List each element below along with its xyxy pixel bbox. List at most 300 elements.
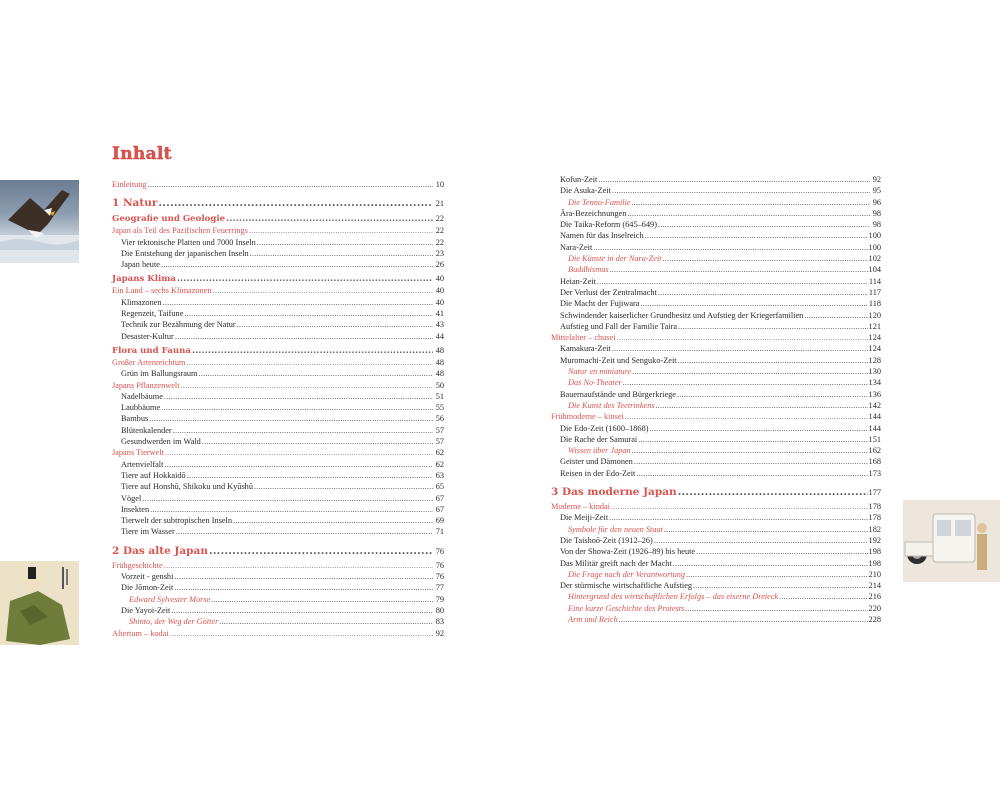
toc-entry-label: Die Tenno-Familie	[568, 197, 631, 207]
toc-entry-sub[interactable]	[112, 493, 444, 504]
toc-leader-dots	[173, 425, 433, 436]
toc-entry-page-number: 198	[868, 547, 881, 557]
toc-leader-dots	[677, 389, 868, 400]
toc-entry-label: 1 Natur	[112, 197, 158, 210]
toc-entry-label: Wissen über Japan	[568, 446, 631, 456]
toc-entry-em[interactable]	[551, 264, 881, 275]
toc-entry-sec[interactable]	[112, 285, 444, 296]
page-title: Inhalt	[112, 144, 172, 164]
toc-leader-dots	[170, 628, 433, 639]
toc-leader-dots	[174, 571, 433, 582]
toc-entry-sub[interactable]	[112, 504, 444, 515]
toc-entry-page-number: 57	[435, 425, 444, 435]
toc-entry-label: Symbole für den neuen Staat	[568, 524, 663, 534]
toc-entry-label: 3 Das moderne Japan	[551, 486, 677, 499]
toc-entry-page-number: 192	[868, 535, 881, 545]
toc-entry-sub[interactable]	[551, 423, 881, 434]
toc-leader-dots	[617, 332, 868, 343]
toc-leader-dots	[623, 377, 868, 388]
toc-entry-page-number: 228	[868, 614, 881, 624]
toc-entry-sub[interactable]	[551, 287, 881, 298]
toc-leader-dots	[645, 230, 868, 241]
toc-leader-dots	[213, 285, 433, 296]
toc-leader-dots	[177, 273, 433, 285]
toc-entry-label: Muromachi-Zeit und Senguko-Zeit	[560, 355, 677, 365]
toc-entry-page-number: 22	[435, 214, 444, 224]
toc-leader-dots	[184, 308, 433, 319]
toc-leader-dots	[219, 616, 433, 627]
toc-entry-sub[interactable]	[112, 308, 444, 319]
toc-entry-label: Aufstieg und Fall der Familie Taira	[560, 321, 678, 331]
toc-entry-label: Klimazonen	[121, 297, 162, 307]
toc-entry-sub[interactable]	[112, 526, 444, 537]
toc-entry-label: Grün im Ballungsraum	[121, 369, 198, 379]
toc-entry-page-number: 144	[868, 423, 881, 433]
toc-entry-label: Vögel	[121, 493, 142, 503]
toc-leader-dots	[161, 259, 433, 270]
toc-entry-sub[interactable]	[551, 321, 881, 332]
toc-leader-dots	[609, 512, 867, 523]
toc-entry-sec[interactable]	[112, 560, 444, 571]
toc-leader-dots	[636, 468, 867, 479]
toc-entry-label: Schwindender kaiserlicher Grundbesitz und Aufstieg der Kriegerfamilien	[560, 310, 804, 320]
toc-leader-dots	[634, 456, 868, 467]
toc-entry-page-number: 40	[435, 274, 444, 284]
toc-entry-page-number: 67	[435, 504, 444, 514]
toc-entry-sub[interactable]	[551, 208, 881, 219]
eagle-illustration	[0, 180, 79, 263]
toc-entry-page-number: 22	[435, 226, 444, 236]
toc-entry-label: Die Taika-Reform (645–649)	[560, 220, 657, 230]
toc-entry-em[interactable]	[551, 377, 881, 388]
toc-leader-dots	[593, 242, 867, 253]
toc-entry-page-number: 117	[868, 287, 881, 297]
toc-entry-label: Geografie und Geologie	[112, 214, 226, 225]
toc-entry-page-number: 55	[435, 403, 444, 413]
toc-entry-sub[interactable]	[112, 582, 444, 593]
toc-entry-page-number: 124	[868, 344, 881, 354]
toc-entry-label: Reisen in der Edo-Zeit	[560, 468, 636, 478]
toc-entry-page-number: 130	[868, 367, 881, 377]
toc-entry-sec[interactable]	[112, 380, 444, 391]
toc-leader-dots	[148, 179, 433, 190]
toc-leader-dots	[696, 546, 867, 557]
toc-entry-sub[interactable]	[112, 259, 444, 270]
toc-entry-page-number: 124	[868, 333, 881, 343]
toc-entry-sub[interactable]	[551, 242, 881, 253]
toc-leader-dots	[149, 413, 433, 424]
toc-entry-page-number: 136	[868, 389, 881, 399]
toc-entry-label: Technik zur Bezähmung der Natur	[121, 320, 236, 330]
toc-leader-dots	[610, 264, 868, 275]
toc-entry-label: Der stürmische wirtschaftliche Aufstieg	[560, 581, 693, 591]
toc-entry-label: Insekten	[121, 504, 150, 514]
toc-entry-page-number: 98	[872, 220, 881, 230]
toc-entry-page-number: 142	[868, 400, 881, 410]
toc-entry-label: Buddhismus	[568, 265, 609, 275]
toc-leader-dots	[598, 174, 870, 185]
toc-entry-label: Mittelalter – chusei	[551, 333, 616, 343]
toc-entry-page-number: 121	[868, 321, 881, 331]
toc-entry-label: Die Künste in der Nara-Zeit	[568, 254, 662, 264]
toc-entry-page-number: 67	[435, 493, 444, 503]
toc-entry-page-number: 104	[868, 265, 881, 275]
toc-entry-label: Flora und Fauna	[112, 345, 191, 356]
toc-entry-page-number: 71	[435, 527, 444, 537]
toc-entry-page-number: 40	[435, 286, 444, 296]
toc-leader-dots	[663, 253, 868, 264]
toc-entry-label: Namen für das Inselreich	[560, 231, 644, 241]
toc-entry-sub[interactable]	[551, 456, 881, 467]
toc-leader-dots	[597, 276, 868, 287]
toc-entry-label: Japans Klima	[112, 274, 176, 285]
toc-entry-sub[interactable]	[112, 391, 444, 402]
toc-entry-page-number: 134	[868, 378, 881, 388]
toc-entry-page-number: 80	[435, 605, 444, 615]
toc-leader-dots	[619, 614, 868, 625]
toc-leader-dots	[163, 297, 433, 308]
toc-leader-dots	[209, 544, 433, 558]
toc-leader-dots	[627, 208, 870, 219]
toc-entry-sub[interactable]	[551, 535, 881, 546]
toc-entry-head[interactable]	[112, 345, 444, 357]
toc-entry-sec[interactable]	[112, 225, 444, 236]
toc-leader-dots	[658, 219, 870, 230]
toc-entry-label: Artenvielfalt	[121, 459, 164, 469]
toc-leader-dots	[664, 524, 868, 535]
toc-entry-label: Ein Land – sechs Klimazonen	[112, 286, 212, 296]
toc-entry-em[interactable]	[551, 197, 881, 208]
toc-entry-page-number: 51	[435, 391, 444, 401]
toc-entry-label: Ära-Bezeichnungen	[560, 208, 627, 218]
toc-entry-label: Die Frage nach der Verantwortung	[568, 569, 686, 579]
toc-entry-sec[interactable]	[551, 501, 881, 512]
toc-entry-sub[interactable]	[112, 319, 444, 330]
toc-entry-label: Die Edo-Zeit (1600–1868)	[560, 423, 649, 433]
toc-entry-sub[interactable]	[112, 368, 444, 379]
toc-leader-dots	[237, 319, 433, 330]
toc-entry-page-number: 92	[872, 175, 881, 184]
toc-leader-dots	[612, 185, 870, 196]
toc-entry-page-number: 10	[435, 180, 444, 189]
toc-leader-dots	[804, 310, 867, 321]
toc-leader-dots	[176, 526, 433, 537]
toc-leader-dots	[611, 501, 868, 512]
toc-entry-label: Nara-Zeit	[560, 242, 593, 252]
courtier-illustration	[0, 561, 79, 645]
toc-entry-sub[interactable]	[112, 571, 444, 582]
toc-leader-dots	[649, 423, 867, 434]
toc-entry-em[interactable]	[551, 445, 881, 456]
toc-leader-dots	[779, 591, 867, 602]
toc-leader-dots	[257, 237, 433, 248]
toc-entry-em[interactable]	[551, 524, 881, 535]
toc-entry-chap[interactable]	[551, 485, 881, 499]
toc-column-left	[112, 179, 444, 639]
toc-entry-em[interactable]	[551, 603, 881, 614]
toc-entry-label: Laubbäume	[121, 403, 161, 413]
toc-entry-label: 2 Das alte Japan	[112, 544, 208, 557]
toc-entry-page-number: 77	[435, 583, 444, 593]
toc-entry-page-number: 128	[868, 355, 881, 365]
courtier-painting	[0, 561, 79, 645]
toc-entry-page-number: 144	[868, 412, 881, 422]
toc-entry-label: Natur en miniature	[568, 367, 632, 377]
toc-entry-page-number: 57	[435, 437, 444, 447]
toc-entry-em[interactable]	[551, 569, 881, 580]
toc-entry-label: Die Asuka-Zeit	[560, 186, 611, 196]
toc-leader-dots	[693, 580, 868, 591]
toc-entry-page-number: 83	[435, 617, 444, 627]
toc-entry-head[interactable]	[112, 273, 444, 285]
toc-entry-sub[interactable]	[551, 310, 881, 321]
toc-leader-dots	[632, 197, 870, 208]
toc-leader-dots	[658, 287, 868, 298]
toc-leader-dots	[164, 459, 433, 470]
toc-leader-dots	[632, 366, 867, 377]
toc-leader-dots	[202, 436, 433, 447]
toc-entry-em[interactable]	[112, 594, 444, 605]
toc-leader-dots	[181, 380, 433, 391]
toc-entry-sub[interactable]	[112, 331, 444, 342]
toc-entry-label: Japans Pflanzenwelt	[112, 380, 180, 390]
toc-leader-dots	[233, 515, 433, 526]
toc-entry-chap[interactable]	[112, 544, 444, 558]
toc-entry-page-number: 100	[868, 231, 881, 241]
toc-entry-label: Die Jōmon-Zeit	[121, 583, 174, 593]
toc-entry-label: Desaster-Kultur	[121, 331, 174, 341]
toc-leader-dots	[158, 196, 433, 210]
toc-entry-head[interactable]	[112, 213, 444, 225]
toc-entry-page-number: 48	[435, 357, 444, 367]
toc-entry-page-number: 21	[435, 199, 444, 209]
toc-entry-page-number: 178	[868, 502, 881, 512]
toc-entry-page-number: 182	[868, 524, 881, 534]
toc-entry-sub[interactable]	[112, 481, 444, 492]
toc-entry-em[interactable]	[551, 253, 881, 264]
toc-leader-dots	[638, 434, 867, 445]
toc-leader-dots	[250, 248, 433, 259]
toc-leader-dots	[685, 603, 867, 614]
toc-entry-label: Tiere im Wasser	[121, 527, 175, 537]
toc-entry-page-number: 76	[435, 560, 444, 570]
toc-entry-page-number: 96	[872, 197, 881, 207]
toc-entry-page-number: 151	[868, 434, 881, 444]
toc-entry-label: Das No-Theater	[568, 378, 622, 388]
toc-entry-sub[interactable]	[551, 434, 881, 445]
toc-entry-sub[interactable]	[551, 558, 881, 569]
toc-entry-page-number: 100	[868, 242, 881, 252]
toc-entry-label: Hintergrund des wirtschaftlichen Erfolgs – das eiserne Dreieck	[568, 592, 779, 602]
vintage-car-photo	[903, 500, 1000, 582]
toc-entry-sub[interactable]	[551, 546, 881, 557]
toc-entry-label: Nadelbäume	[121, 391, 163, 401]
toc-entry-page-number: 210	[868, 569, 881, 579]
toc-entry-page-number: 76	[435, 572, 444, 582]
toc-entry-sub[interactable]	[551, 230, 881, 241]
toc-entry-label: Kamakura-Zeit	[560, 344, 611, 354]
toc-leader-dots	[673, 558, 868, 569]
toc-leader-dots	[171, 605, 433, 616]
toc-entry-page-number: 63	[435, 470, 444, 480]
toc-entry-label: Altertum – kodai	[112, 628, 169, 638]
toc-entry-page-number: 62	[435, 448, 444, 458]
toc-entry-sub[interactable]	[551, 512, 881, 523]
toc-entry-label: Eine kurze Geschichte des Protests	[568, 603, 685, 613]
toc-entry-sec[interactable]	[112, 628, 444, 639]
toc-entry-sub[interactable]	[551, 276, 881, 287]
toc-entry-label: Japans Tierwelt	[112, 448, 164, 458]
toc-leader-dots	[612, 343, 868, 354]
toc-entry-page-number: 102	[868, 254, 881, 264]
toc-entry-label: Tierwelt der subtropischen Inseln	[121, 516, 232, 526]
toc-entry-em[interactable]	[112, 616, 444, 627]
toc-entry-label: Die Entstehung der japanischen Inseln	[121, 248, 249, 258]
toc-entry-sub[interactable]	[551, 355, 881, 366]
toc-entry-label: Moderne – kindai	[551, 502, 610, 512]
toc-entry-page-number: 48	[435, 369, 444, 379]
toc-entry-label: Regenzeit, Taifune	[121, 309, 184, 319]
toc-leader-dots	[211, 594, 433, 605]
toc-entry-page-number: 43	[435, 320, 444, 330]
toc-entry-sub[interactable]	[112, 402, 444, 413]
toc-entry-page-number: 120	[868, 310, 881, 320]
toc-leader-dots	[150, 504, 433, 515]
toc-entry-label: Vier tektonische Platten und 7000 Inseln	[121, 237, 256, 247]
toc-entry-page-number: 23	[435, 248, 444, 258]
toc-entry-page-number: 76	[435, 546, 444, 556]
eagle-photo	[0, 180, 79, 263]
toc-entry-label: Die Macht der Fujiwara	[560, 299, 640, 309]
toc-entry-em[interactable]	[551, 614, 881, 625]
toc-leader-dots	[164, 391, 433, 402]
toc-entry-label: Die Rache der Samurai	[560, 434, 638, 444]
toc-entry-em[interactable]	[551, 400, 881, 411]
toc-entry-page-number: 95	[872, 186, 881, 196]
toc-entry-label: Bauernaufstände und Bürgerkriege	[560, 389, 676, 399]
toc-leader-dots	[656, 400, 868, 411]
toc-entry-sub[interactable]	[551, 580, 881, 591]
toc-leader-dots	[249, 225, 433, 236]
toc-entry-em[interactable]	[551, 366, 881, 377]
toc-leader-dots	[254, 481, 433, 492]
toc-entry-label: Vorzeit - genshi	[121, 572, 174, 582]
toc-leader-dots	[187, 357, 434, 368]
toc-entry-sub[interactable]	[112, 605, 444, 616]
toc-entry-sub[interactable]	[551, 174, 881, 185]
toc-entry-page-number: 41	[435, 309, 444, 319]
toc-entry-sub[interactable]	[551, 298, 881, 309]
car-illustration	[903, 500, 1000, 582]
toc-entry-label: Die Yayoi-Zeit	[121, 605, 171, 615]
toc-entry-sub[interactable]	[112, 248, 444, 259]
toc-entry-page-number: 178	[868, 513, 881, 523]
toc-entry-chap[interactable]	[112, 196, 444, 210]
toc-entry-label: Tiere auf Hokkaidō	[121, 470, 186, 480]
toc-entry-sub[interactable]	[112, 470, 444, 481]
toc-entry-sec[interactable]	[551, 411, 881, 422]
toc-entry-page-number: 62	[435, 459, 444, 469]
toc-entry-page-number: 26	[435, 260, 444, 270]
toc-leader-dots	[654, 535, 868, 546]
toc-leader-dots	[686, 569, 867, 580]
toc-entry-sub[interactable]	[112, 515, 444, 526]
toc-entry-sub[interactable]	[112, 436, 444, 447]
toc-leader-dots	[192, 345, 433, 357]
toc-entry-page-number: 48	[435, 345, 444, 355]
toc-entry-label: Die Meiji-Zeit	[560, 513, 609, 523]
toc-entry-page-number: 162	[868, 446, 881, 456]
toc-entry-page-number: 40	[435, 297, 444, 307]
toc-entry-label: Kofun-Zeit	[560, 175, 598, 184]
toc-entry-page-number: 22	[435, 237, 444, 247]
toc-entry-label: Shinto, der Weg der Götter	[129, 617, 219, 627]
toc-entry-page-number: 69	[435, 516, 444, 526]
toc-entry-label: Gesundwerden im Wald	[121, 437, 201, 447]
toc-entry-label: Tiere auf Honshū, Shikoku und Kyūshū	[121, 482, 253, 492]
toc-entry-label: Blütenkalender	[121, 425, 172, 435]
toc-entry-sub[interactable]	[551, 219, 881, 230]
toc-entry-label: Die Taishoō-Zeit (1912–26)	[560, 535, 653, 545]
toc-entry-sec[interactable]	[112, 357, 444, 368]
toc-entry-em[interactable]	[551, 591, 881, 602]
toc-entry-label: Das Militär greift nach der Macht	[560, 558, 672, 568]
toc-entry-sub[interactable]	[551, 343, 881, 354]
toc-entry-label: Japan heute	[121, 260, 160, 270]
toc-entry-page-number: 114	[868, 276, 881, 286]
toc-leader-dots	[199, 368, 433, 379]
toc-leader-dots	[161, 402, 433, 413]
toc-entry-page-number: 173	[868, 468, 881, 478]
toc-leader-dots	[678, 321, 868, 332]
toc-entry-sub[interactable]	[551, 468, 881, 479]
toc-entry-page-number: 98	[872, 208, 881, 218]
toc-entry-sub[interactable]	[112, 459, 444, 470]
toc-leader-dots	[142, 493, 433, 504]
toc-leader-dots	[226, 213, 433, 225]
toc-entry-label: Edward Sylvester Morse	[129, 594, 211, 604]
toc-leader-dots	[187, 470, 433, 481]
toc-entry-sub[interactable]	[112, 413, 444, 424]
toc-entry-sec[interactable]	[112, 447, 444, 458]
toc-entry-sec[interactable]	[551, 332, 881, 343]
toc-leader-dots	[175, 331, 433, 342]
toc-entry-sub[interactable]	[551, 185, 881, 196]
toc-entry-sub[interactable]	[112, 425, 444, 436]
toc-entry-sub[interactable]	[112, 237, 444, 248]
toc-leader-dots	[165, 447, 433, 458]
toc-entry-label: Bambus	[121, 414, 149, 424]
toc-entry-sub[interactable]	[551, 389, 881, 400]
toc-entry-page-number: 65	[435, 482, 444, 492]
toc-entry-top[interactable]	[112, 179, 444, 190]
toc-leader-dots	[625, 411, 868, 422]
toc-entry-label: Von der Showa-Zeit (1926–89) bis heute	[560, 547, 696, 557]
toc-leader-dots	[641, 298, 868, 309]
toc-entry-label: Geister und Dämonen	[560, 457, 633, 467]
toc-entry-page-number: 216	[868, 592, 881, 602]
toc-leader-dots	[164, 560, 433, 571]
toc-entry-sub[interactable]	[112, 297, 444, 308]
toc-entry-label: Japan als Teil des Pazifischen Feuerrings	[112, 226, 248, 236]
toc-entry-label: Heian-Zeit	[560, 276, 596, 286]
toc-entry-label: Großer Artenreichtum	[112, 357, 186, 367]
toc-entry-label: Frühgeschichte	[112, 560, 163, 570]
toc-entry-page-number: 198	[868, 558, 881, 568]
toc-entry-page-number: 50	[435, 380, 444, 390]
toc-entry-page-number: 79	[435, 594, 444, 604]
toc-entry-page-number: 118	[868, 299, 881, 309]
